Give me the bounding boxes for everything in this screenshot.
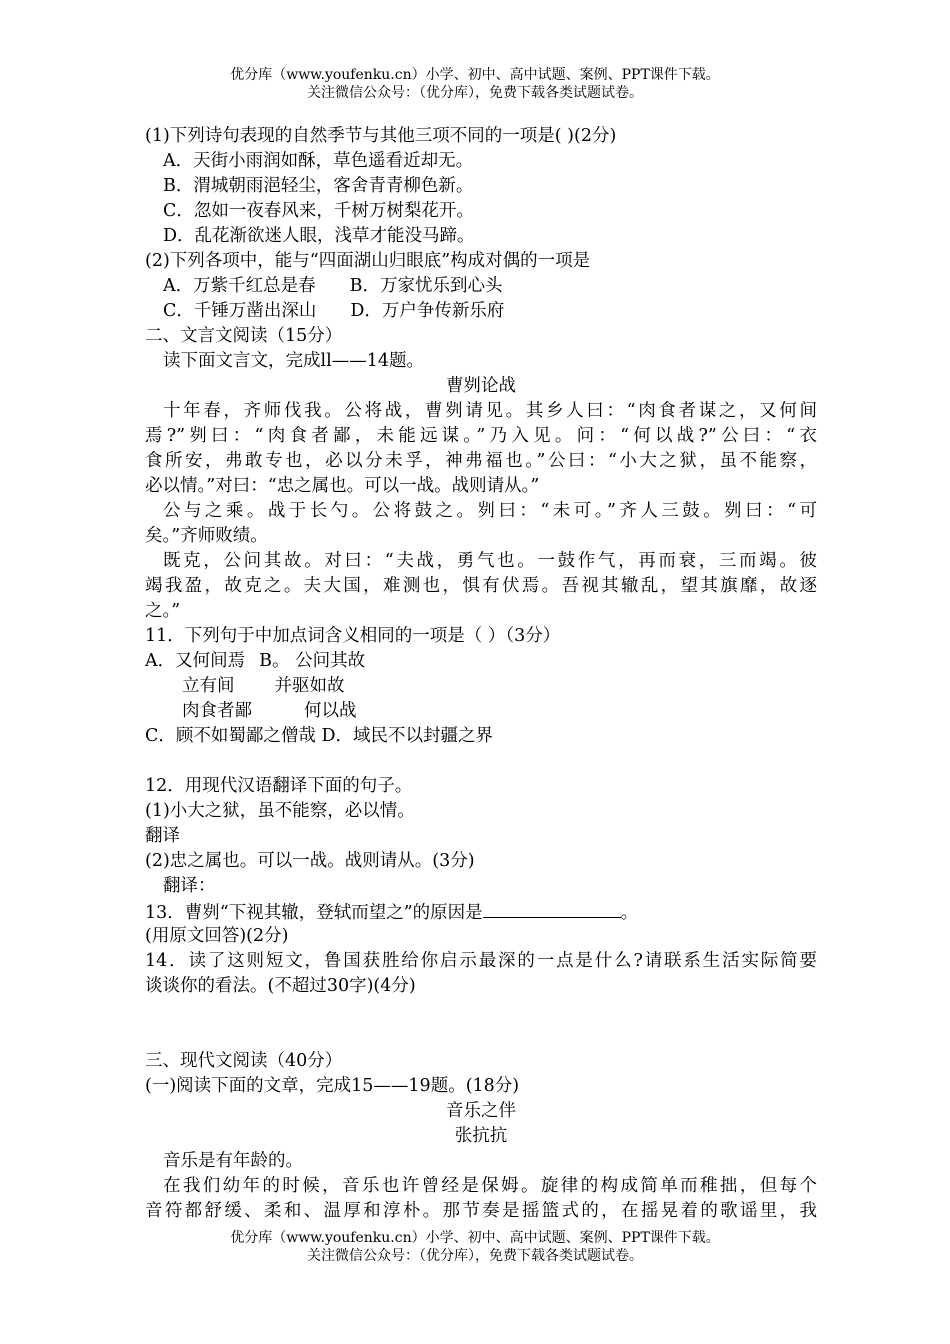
question-14-line: 谈谈你的看法。(不超过30字)(4分) — [145, 976, 416, 996]
couplet-option-a: A．万紫千红总是春 — [163, 276, 316, 296]
page-header — [0, 66, 950, 102]
question-12: 12．用现代汉语翻译下面的句子。 — [145, 776, 413, 796]
q11-option-a-pair: 立有间 — [182, 676, 235, 696]
couplet-options-ab — [145, 274, 817, 299]
question-11: 11．下列句于中加点词含义相同的一项是（ ）（3分） — [145, 626, 561, 646]
question-12-1-translate: 翻译 — [145, 826, 180, 846]
section-3-instruction: (一)阅读下面的文章，完成15——19题。(18分) — [145, 1076, 520, 1096]
passage-para-2-line: 公与之乘。战于长勺。公将鼓之。刿曰：“未可。”齐人三鼓。刿曰：“可 — [163, 501, 817, 521]
question-12-1: (1)小大之狱，虽不能察，必以情。 — [145, 801, 415, 821]
passage-para-3-line: 既克，公问其故。对曰：“夫战，勇气也。一鼓作气，再而衰，三而竭。彼 — [163, 551, 817, 571]
passage-para-3-line: 竭我盈，故克之。夫大国，难测也，惧有伏焉。吾视其辙乱，望其旗靡，故逐 — [145, 576, 817, 596]
section-3-heading: 三、现代文阅读（40分） — [145, 1051, 343, 1071]
question-11-row-1 — [145, 649, 817, 674]
answer-blank[interactable] — [483, 899, 621, 918]
section-2-instruction: 读下面文言文，完成ll——14题。 — [163, 351, 424, 371]
q11-option-d-pair: 何以战 — [304, 701, 357, 721]
question-12-2-translate: 翻译： — [163, 876, 216, 896]
q11-option-b: B。 公问其故 — [259, 651, 366, 671]
poetry-option-d: D．乱花渐欲迷人眼，浅草才能没马蹄。 — [163, 226, 475, 246]
question-13-end: 。 — [620, 903, 639, 923]
header-line-1: 优分库（www.youfenku.cn）小学、初中、高中试题、案例、PPT课件下载。 — [230, 67, 720, 83]
poetry-option-c: C．忽如一夜春风来，千树万树梨花开。 — [163, 201, 474, 221]
section-2-heading: 二、文言文阅读（15分） — [145, 326, 343, 346]
question-12-2: (2)忠之属也。可以一战。战则请从。(3分) — [145, 851, 475, 871]
passage-para-1-line: 焉?”刿曰：“肉食者鄙，未能远谋。”乃入见。问：“何以战?”公曰：“衣 — [145, 426, 817, 446]
passage-para-2-line: 矣。”齐师败绩。 — [145, 526, 268, 546]
question-14-line: 14．读了这则短文，鲁国获胜给你启示最深的一点是什么?请联系生活实际简要 — [145, 951, 817, 971]
passage-para-1-line: 食所安，弗敢专也，必以分未孚，神弗福也。”公曰：“小大之狱，虽不能察， — [145, 451, 817, 471]
question-11-row-2 — [145, 674, 817, 699]
footer-line-2: 关注微信公众号：（优分库），免费下载各类试题试卷。 — [307, 1248, 643, 1264]
couplet-options-cd — [145, 299, 817, 324]
question-11-row-3 — [145, 699, 817, 724]
couplet-option-d: D．万户争传新乐府 — [350, 301, 505, 321]
q11-option-b-pair: 并驱如故 — [274, 676, 345, 696]
question-13 — [145, 899, 817, 924]
header-line-2: 关注微信公众号：（优分库），免费下载各类试题试卷。 — [307, 85, 643, 101]
article-title: 音乐之伴 — [446, 1101, 516, 1121]
couplet-question: (2)下列各项中，能与“四面湖山归眼底”构成对偶的一项是 — [145, 251, 591, 271]
passage-para-1-line: 十年春，齐师伐我。公将战，曹刿请见。其乡人曰：“肉食者谋之，又何间 — [163, 401, 817, 421]
passage-para-3-line: 之。” — [145, 601, 181, 621]
question-11-row-4 — [145, 724, 817, 749]
couplet-option-b: B．万家忧乐到心头 — [349, 276, 503, 296]
passage-title: 曹刿论战 — [446, 376, 516, 396]
q11-option-a: A．又何间焉 — [145, 651, 246, 671]
q11-option-c: C．顾不如蜀鄙之僧哉 — [145, 726, 316, 746]
article-para-2-line: 音符都舒缓、柔和、温厚和淳朴。那节奏是摇篮式的，在摇晃着的歌谣里，我 — [145, 1201, 817, 1221]
question-13-note: (用原文回答)(2分) — [145, 926, 289, 946]
poetry-option-b: B．渭城朝雨浥轻尘，客舍青青柳色新。 — [163, 176, 474, 196]
document-body — [145, 124, 817, 1224]
poetry-option-a: A．天街小雨润如酥，草色遥看近却无。 — [163, 151, 474, 171]
passage-para-1-line: 必以情。”对曰：“忠之属也。可以一战。战则请从。” — [145, 476, 540, 496]
article-author: 张抗抗 — [454, 1126, 508, 1146]
q11-option-d: D．域民不以封疆之界 — [321, 726, 493, 746]
page-footer — [0, 1229, 950, 1265]
article-para-1: 音乐是有年龄的。 — [163, 1151, 303, 1171]
question-13-text: 13．曹刿“下视其辙，登轼而望之”的原因是 — [145, 903, 483, 923]
q11-option-c-pair: 肉食者鄙 — [182, 701, 252, 721]
poetry-question-1: (1)下列诗句表现的自然季节与其他三项不同的一项是( )(2分) — [145, 126, 617, 146]
couplet-option-c: C．千锤万凿出深山 — [163, 301, 317, 321]
footer-line-1: 优分库（www.youfenku.cn）小学、初中、高中试题、案例、PPT课件下载。 — [230, 1230, 720, 1246]
article-para-2-line: 在我们幼年的时候，音乐也许曾经是保姆。旋律的构成简单而稚拙，但每个 — [163, 1176, 817, 1196]
